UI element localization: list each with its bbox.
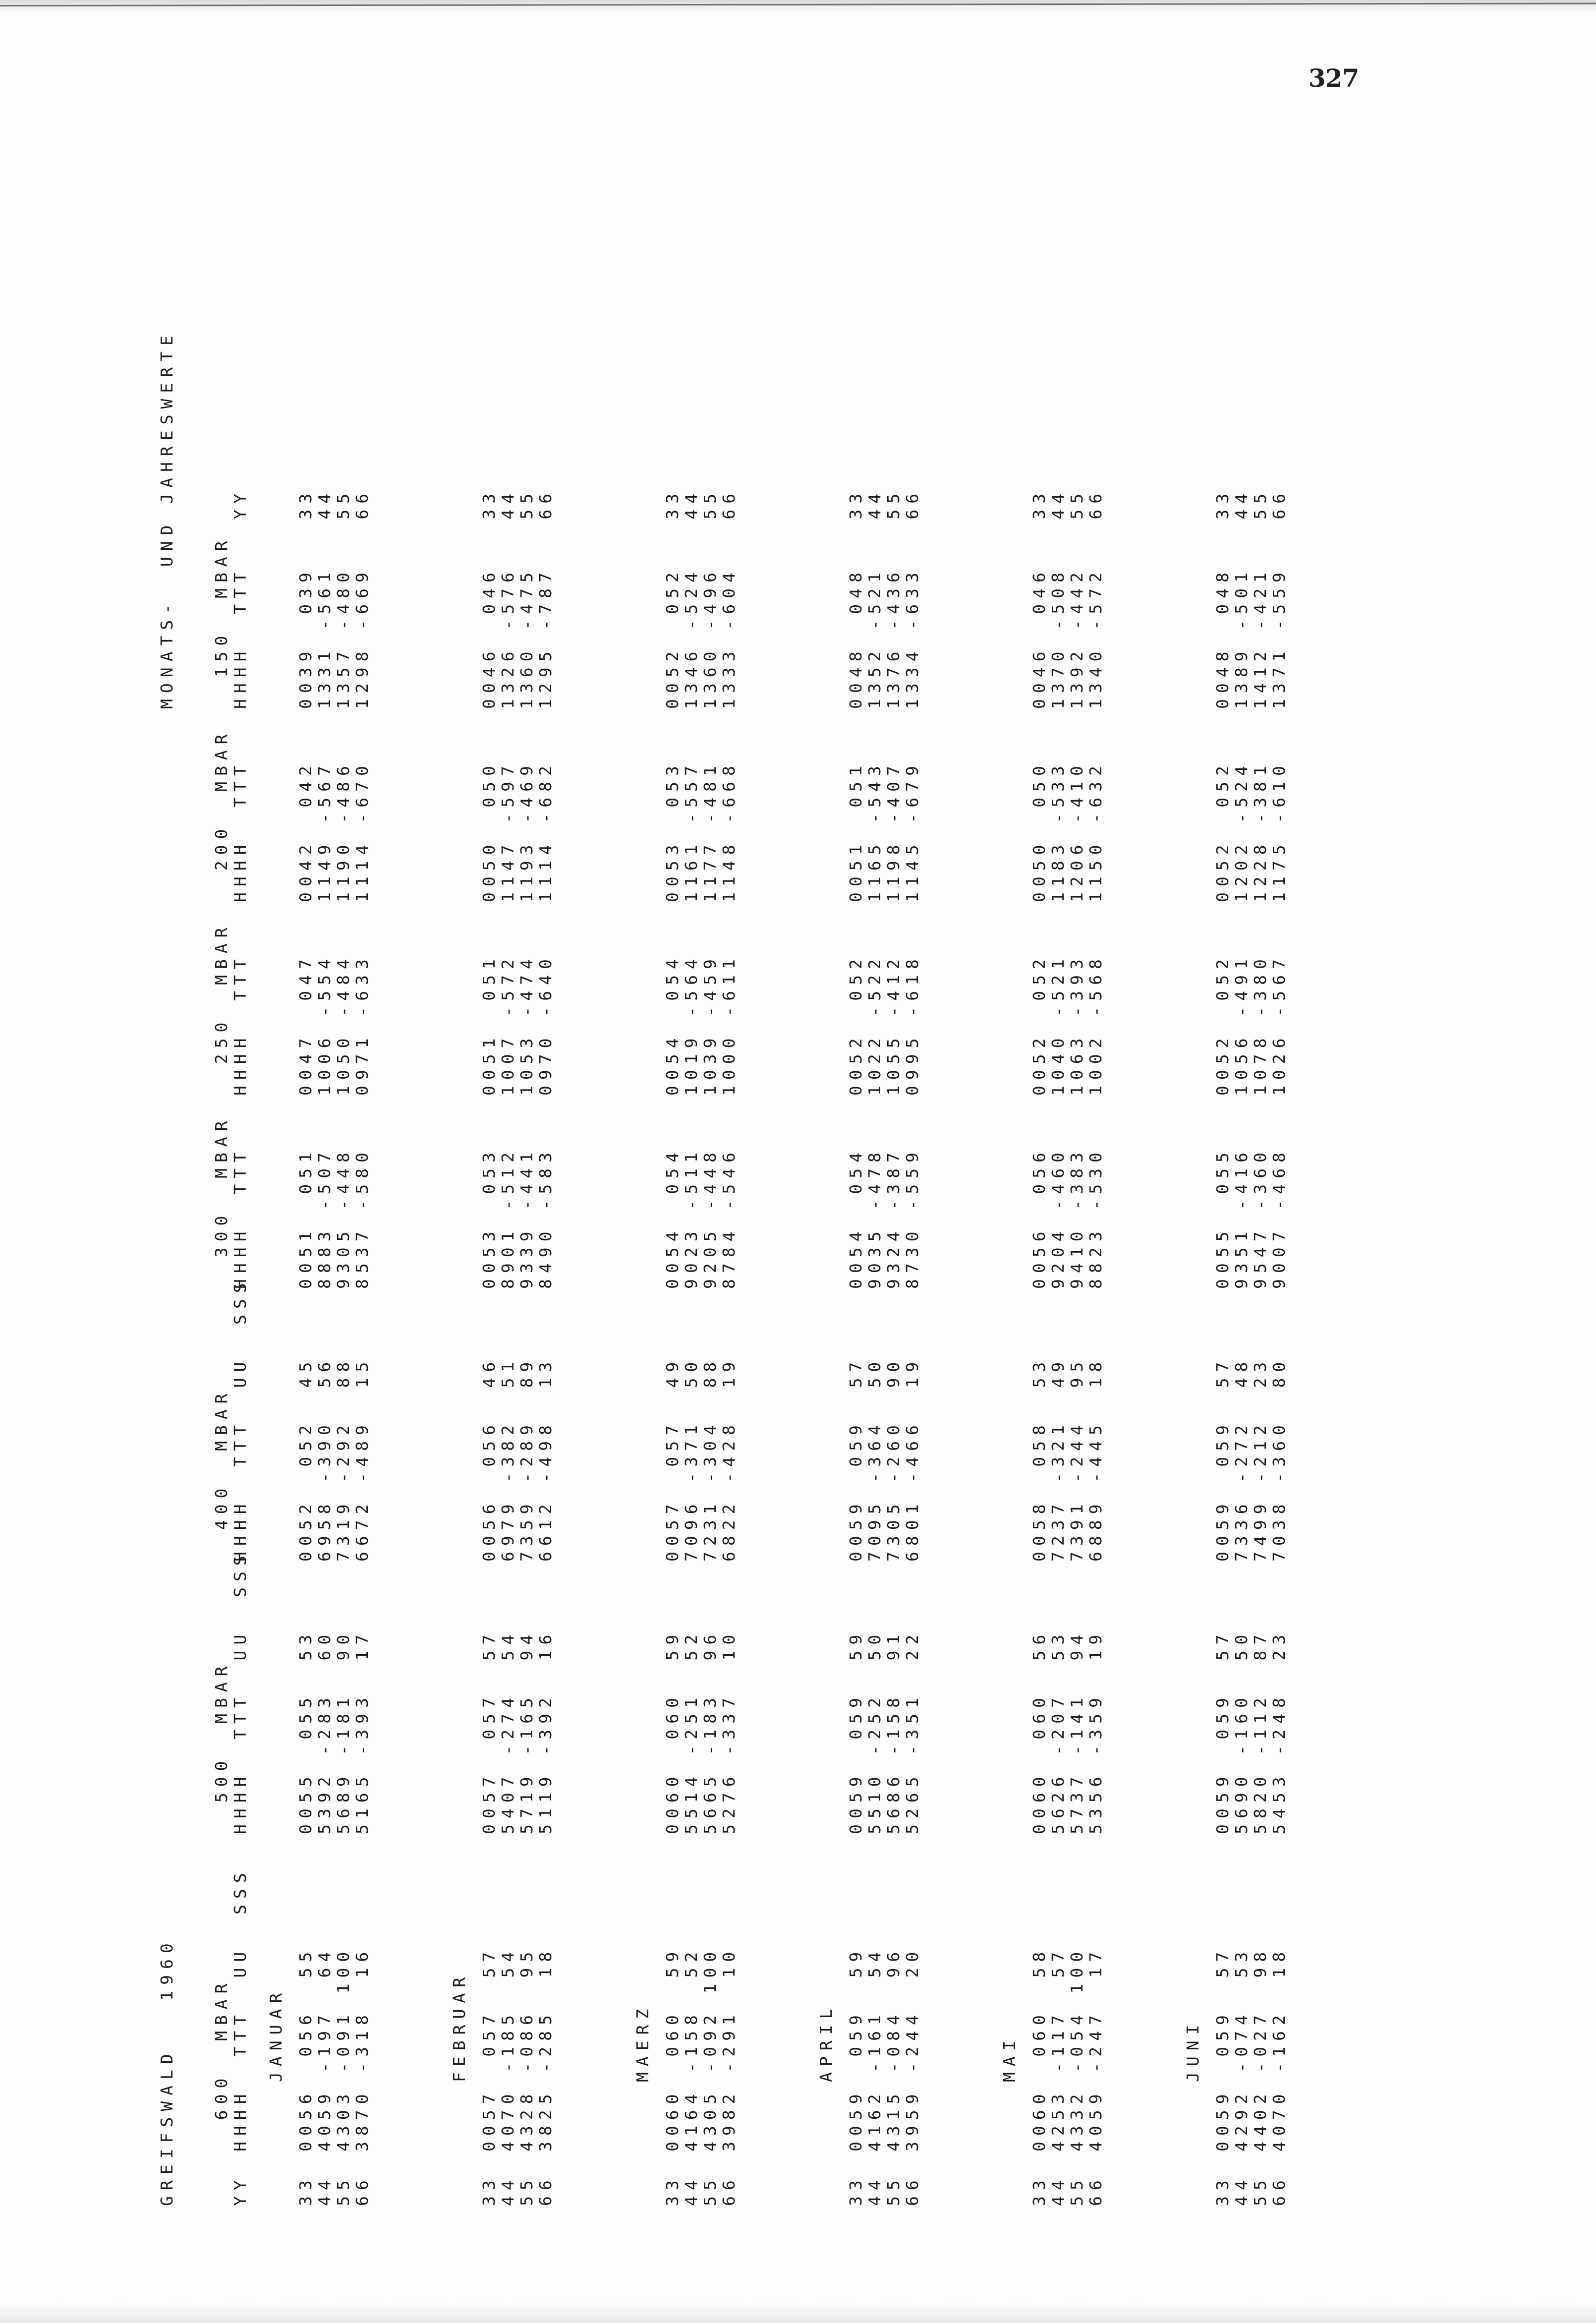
table-cell: 4059 -247 17 [1086, 1946, 1105, 2151]
table-cell: 4253 -117 57 [1048, 1946, 1068, 2151]
table-cell: 0051 051 [846, 760, 865, 902]
table-cell: 0059 059 57 [1213, 1628, 1232, 1834]
table-cell: 9324 -387 [884, 1147, 903, 1289]
table-cell: 3982 -291 10 [719, 1946, 739, 2151]
row-yy-code: 33 [1029, 2174, 1049, 2206]
row-yy-code: 44 [1048, 2174, 1068, 2206]
table-cell: 0055 055 [1213, 1147, 1232, 1289]
table-cell: 1040 -521 [1048, 953, 1068, 1096]
month-label: APRIL [816, 2003, 836, 2082]
table-cell: 9410 -383 [1067, 1147, 1086, 1289]
table-cell: 5665 -183 96 [700, 1628, 720, 1834]
table-cell: 9305 -448 [334, 1147, 353, 1289]
table-cell: 0039 039 33 [296, 487, 315, 709]
table-cell: 1161 -557 [682, 760, 701, 902]
row-yy-code: 66 [352, 2174, 372, 2206]
table-cell: 0046 046 33 [479, 487, 499, 709]
table-cell: 5690 -160 50 [1232, 1628, 1251, 1834]
column-header: HHHH TTT UU SSS [230, 1550, 250, 1834]
table-cell: 6672 -489 15 [352, 1356, 372, 1562]
table-cell: 0970 -640 [536, 953, 555, 1096]
table-cell: 4162 -161 54 [865, 1946, 884, 2151]
row-yy-code: 55 [1251, 2174, 1270, 2206]
table-cell: 0060 060 58 [1029, 1946, 1049, 2151]
table-cell: 1298 -669 66 [352, 487, 372, 709]
table-cell: 3959 -244 20 [903, 1946, 922, 2151]
row-yy-code: 55 [517, 2174, 536, 2206]
table-cell: 8490 -583 [536, 1147, 555, 1289]
table-cell: 0042 042 [296, 760, 315, 902]
table-cell: 4164 -158 52 [682, 1946, 701, 2151]
row-yy-code: 66 [903, 2174, 922, 2206]
table-cell: 1190 -486 [334, 760, 353, 902]
table-cell: 8730 -559 [903, 1147, 922, 1289]
pressure-level-title: 200 MBAR [212, 728, 231, 902]
table-cell: 9547 -360 [1251, 1147, 1270, 1289]
table-cell: 0052 052 [846, 953, 865, 1096]
table-cell: 1346 -524 44 [682, 487, 701, 709]
table-cell: 0054 054 [846, 1147, 865, 1289]
table-cell: 0052 052 [1029, 953, 1049, 1096]
table-cell: 0059 059 57 [846, 1356, 865, 1562]
table-cell: 6979 -382 51 [498, 1356, 517, 1562]
month-label: MAERZ [633, 2003, 652, 2082]
row-yy-code: 33 [479, 2174, 499, 2206]
row-yy-code: 33 [846, 2174, 865, 2206]
table-cell: 9339 -441 [517, 1147, 536, 1289]
table-cell: 5392 -283 60 [315, 1628, 334, 1834]
table-cell: 1202 -524 [1232, 760, 1251, 902]
row-yy-code: 44 [315, 2174, 334, 2206]
table-cell: 7038 -360 80 [1269, 1356, 1289, 1562]
table-cell: 1360 -496 55 [700, 487, 720, 709]
table-cell: 5820 -112 87 [1251, 1628, 1270, 1834]
column-header: HHHH TTT UU SSS [230, 1867, 250, 2151]
table-cell: 1371 -559 66 [1269, 487, 1289, 709]
table-cell: 7305 -260 90 [884, 1356, 903, 1562]
table-cell: 0059 059 57 [1213, 1356, 1232, 1562]
table-cell: 4070 -185 54 [498, 1946, 517, 2151]
table-cell: 1150 -632 [1086, 760, 1105, 902]
table-cell: 1165 -543 [865, 760, 884, 902]
row-yy-code: 33 [1213, 2174, 1232, 2206]
table-cell: 0057 057 49 [663, 1356, 682, 1562]
pressure-level-title: 300 MBAR [212, 1115, 231, 1289]
page-number: 327 [1309, 63, 1359, 93]
table-cell: 1056 -491 [1232, 953, 1251, 1096]
table-cell: 1148 -668 [719, 760, 739, 902]
table-cell: 1183 -533 [1048, 760, 1068, 902]
table-cell: 5407 -274 54 [498, 1628, 517, 1834]
row-yy-code: 44 [1232, 2174, 1251, 2206]
table-cell: 0054 054 [663, 1147, 682, 1289]
row-yy-code: 55 [1067, 2174, 1086, 2206]
month-label: FEBRUAR [450, 1971, 469, 2082]
table-cell: 1360 -475 55 [517, 487, 536, 709]
row-yy-code: 44 [498, 2174, 517, 2206]
table-cell: 0056 056 55 [296, 1946, 315, 2151]
table-cell: 1114 -670 [352, 760, 372, 902]
table-cell: 1019 -564 [682, 953, 701, 1096]
table-cell: 0048 048 33 [1213, 487, 1232, 709]
table-cell: 1392 -442 55 [1067, 487, 1086, 709]
table-cell: 5356 -359 19 [1086, 1628, 1105, 1834]
table-cell: 1006 -554 [315, 953, 334, 1096]
table-cell: 8823 -530 [1086, 1147, 1105, 1289]
table-cell: 1078 -380 [1251, 953, 1270, 1096]
table-cell: 1050 -484 [334, 953, 353, 1096]
table-cell: 0052 052 33 [663, 487, 682, 709]
table-cell: 1333 -604 66 [719, 487, 739, 709]
table-cell: 6822 -428 19 [719, 1356, 739, 1562]
table-cell: 5737 -141 94 [1067, 1628, 1086, 1834]
table-cell: 0051 051 [296, 1147, 315, 1289]
table-cell: 1145 -679 [903, 760, 922, 902]
table-cell: 0048 048 33 [846, 487, 865, 709]
table-cell: 1175 -610 [1269, 760, 1289, 902]
month-label: MAI [1000, 2034, 1019, 2082]
table-cell: 0050 050 [1029, 760, 1049, 902]
table-cell: 0059 059 59 [846, 1628, 865, 1834]
table-cell: 1000 -611 [719, 953, 739, 1096]
table-cell: 4303 -091 100 [334, 1946, 353, 2151]
row-yy-code: 55 [884, 2174, 903, 2206]
table-cell: 5453 -248 23 [1269, 1628, 1289, 1834]
table-cell: 0060 060 56 [1029, 1628, 1049, 1834]
table-cell: 0058 058 53 [1029, 1356, 1049, 1562]
table-cell: 0052 052 [1213, 953, 1232, 1096]
table-cell: 1334 -633 66 [903, 487, 922, 709]
table-cell: 0047 047 [296, 953, 315, 1096]
table-cell: 0056 056 46 [479, 1356, 499, 1562]
table-cell: 7359 -289 89 [517, 1356, 536, 1562]
yy-column-header: YY [230, 2174, 250, 2206]
table-cell: 1340 -572 66 [1086, 487, 1105, 709]
table-cell: 0995 -618 [903, 953, 922, 1096]
table-cell: 4332 -054 100 [1067, 1946, 1086, 2151]
table-cell: 1357 -480 55 [334, 487, 353, 709]
table-cell: 9023 -511 [682, 1147, 701, 1289]
row-yy-code: 33 [663, 2174, 682, 2206]
month-label: JANUAR [266, 1987, 285, 2082]
table-cell: 0050 050 [479, 760, 499, 902]
pressure-level-title: 400 MBAR [212, 1388, 231, 1562]
table-cell: 0054 054 [663, 953, 682, 1096]
table-cell: 0060 060 59 [663, 1946, 682, 2151]
table-cell: 5276 -337 10 [719, 1628, 739, 1834]
table-cell: 1389 -501 44 [1232, 487, 1251, 709]
table-cell: 1370 -508 44 [1048, 487, 1068, 709]
table-cell: 7231 -304 88 [700, 1356, 720, 1562]
table-cell: 1022 -522 [865, 953, 884, 1096]
pressure-level-title: 600 MBAR [212, 1977, 231, 2151]
table-cell: 6612 -498 13 [536, 1356, 555, 1562]
table-cell: 1177 -481 [700, 760, 720, 902]
table-cell: 8901 -512 [498, 1147, 517, 1289]
table-cell: 1412 -421 55 [1251, 487, 1270, 709]
table-cell: 1326 -576 44 [498, 487, 517, 709]
table-cell: 7319 -292 88 [334, 1356, 353, 1562]
table-cell: 0059 059 57 [1213, 1946, 1232, 2151]
table-cell: 4292 -074 53 [1232, 1946, 1251, 2151]
table-cell: 8537 -580 [352, 1147, 372, 1289]
table-cell: 0051 051 [479, 953, 499, 1096]
table-cell: 0059 059 59 [846, 1946, 865, 2151]
table-cell: 1114 -682 [536, 760, 555, 902]
column-header: HHHH TTT [230, 1147, 250, 1289]
table-cell: 0057 057 57 [479, 1628, 499, 1834]
column-header: HHHH TTT [230, 760, 250, 902]
table-cell: 5265 -351 22 [903, 1628, 922, 1834]
row-yy-code: 33 [296, 2174, 315, 2206]
table-cell: 0055 055 53 [296, 1628, 315, 1834]
table-cell: 7237 -321 49 [1048, 1356, 1068, 1562]
table-cell: 8784 -546 [719, 1147, 739, 1289]
table-cell: 9204 -460 [1048, 1147, 1068, 1289]
table-cell: 1331 -561 44 [315, 487, 334, 709]
table-cell: 5686 -158 91 [884, 1628, 903, 1834]
table-cell: 1149 -567 [315, 760, 334, 902]
table-cell: 5165 -393 17 [352, 1628, 372, 1834]
table-cell: 7095 -364 50 [865, 1356, 884, 1562]
table-cell: 9205 -448 [700, 1147, 720, 1289]
column-header: HHHH TTT UU SSS [230, 1277, 250, 1562]
table-cell: 1147 -597 [498, 760, 517, 902]
column-header: HHHH TTT [230, 953, 250, 1096]
station-title: GREIFSWALD 1960 [157, 1937, 176, 2206]
table-cell: 1055 -412 [884, 953, 903, 1096]
table-cell: 5689 -181 90 [334, 1628, 353, 1834]
table-cell: 7499 -212 23 [1251, 1356, 1270, 1562]
column-header: HHHH TTT YY [230, 487, 250, 709]
table-cell: 7391 -244 95 [1067, 1356, 1086, 1562]
table-cell: 1002 -568 [1086, 953, 1105, 1096]
table-cell: 7096 -371 50 [682, 1356, 701, 1562]
table-cell: 4328 -086 95 [517, 1946, 536, 2151]
table-cell: 1026 -567 [1269, 953, 1289, 1096]
table-cell: 5510 -252 50 [865, 1628, 884, 1834]
table-cell: 1198 -407 [884, 760, 903, 902]
row-yy-code: 55 [700, 2174, 720, 2206]
table-cell: 6801 -466 19 [903, 1356, 922, 1562]
pressure-level-title: 150 MBAR [212, 535, 231, 709]
table-cell: 1228 -381 [1251, 760, 1270, 902]
table-cell: 1295 -787 66 [536, 487, 555, 709]
table-cell: 1376 -436 55 [884, 487, 903, 709]
row-yy-code: 55 [334, 2174, 353, 2206]
table-cell: 0060 060 59 [663, 1628, 682, 1834]
table-cell: 5119 -392 16 [536, 1628, 555, 1834]
table-cell: 1206 -410 [1067, 760, 1086, 902]
table-cell: 6889 -445 18 [1086, 1356, 1105, 1562]
table-cell: 9007 -468 [1269, 1147, 1289, 1289]
table-cell: 4305 -092 100 [700, 1946, 720, 2151]
table-cell: 1053 -474 [517, 953, 536, 1096]
table-cell: 0971 -633 [352, 953, 372, 1096]
table-cell: 3870 -318 16 [352, 1946, 372, 2151]
table-cell: 9351 -416 [1232, 1147, 1251, 1289]
row-yy-code: 44 [682, 2174, 701, 2206]
table-cell: 4315 -084 96 [884, 1946, 903, 2151]
table-cell: 1352 -521 44 [865, 487, 884, 709]
table-cell: 4402 -027 98 [1251, 1946, 1270, 2151]
table-cell: 1007 -572 [498, 953, 517, 1096]
table-cell: 0052 052 45 [296, 1356, 315, 1562]
row-yy-code: 66 [719, 2174, 739, 2206]
table-cell: 5626 -207 53 [1048, 1628, 1068, 1834]
table-cell: 1039 -459 [700, 953, 720, 1096]
table-cell: 4059 -197 64 [315, 1946, 334, 2151]
row-yy-code: 66 [1086, 2174, 1105, 2206]
table-cell: 3825 -285 18 [536, 1946, 555, 2151]
row-yy-code: 66 [1269, 2174, 1289, 2206]
table-cell: 5719 -165 94 [517, 1628, 536, 1834]
rotated-table [159, 183, 1358, 2206]
table-cell: 5514 -251 52 [682, 1628, 701, 1834]
row-yy-code: 44 [865, 2174, 884, 2206]
table-cell: 8883 -507 [315, 1147, 334, 1289]
table-cell: 0052 052 [1213, 760, 1232, 902]
month-label: JUNI [1183, 2019, 1202, 2082]
section-title: MONATS- UND JAHRESWERTE [157, 330, 176, 709]
table-cell: 1193 -469 [517, 760, 536, 902]
row-yy-code: 66 [536, 2174, 555, 2206]
table-cell: 0053 053 [663, 760, 682, 902]
table-cell: 0046 046 33 [1029, 487, 1049, 709]
pressure-level-title: 500 MBAR [212, 1660, 231, 1834]
table-cell: 0056 056 [1029, 1147, 1049, 1289]
scan-edge-bottom [0, 2303, 1596, 2323]
table-cell: 6958 -390 56 [315, 1356, 334, 1562]
table-cell: 0053 053 [479, 1147, 499, 1289]
table-cell: 9035 -478 [865, 1147, 884, 1289]
table-cell: 1063 -393 [1067, 953, 1086, 1096]
table-cell: 4070 -162 18 [1269, 1946, 1289, 2151]
table-cell: 0057 057 57 [479, 1946, 499, 2151]
pressure-level-title: 250 MBAR [212, 922, 231, 1096]
table-cell: 7336 -272 48 [1232, 1356, 1251, 1562]
